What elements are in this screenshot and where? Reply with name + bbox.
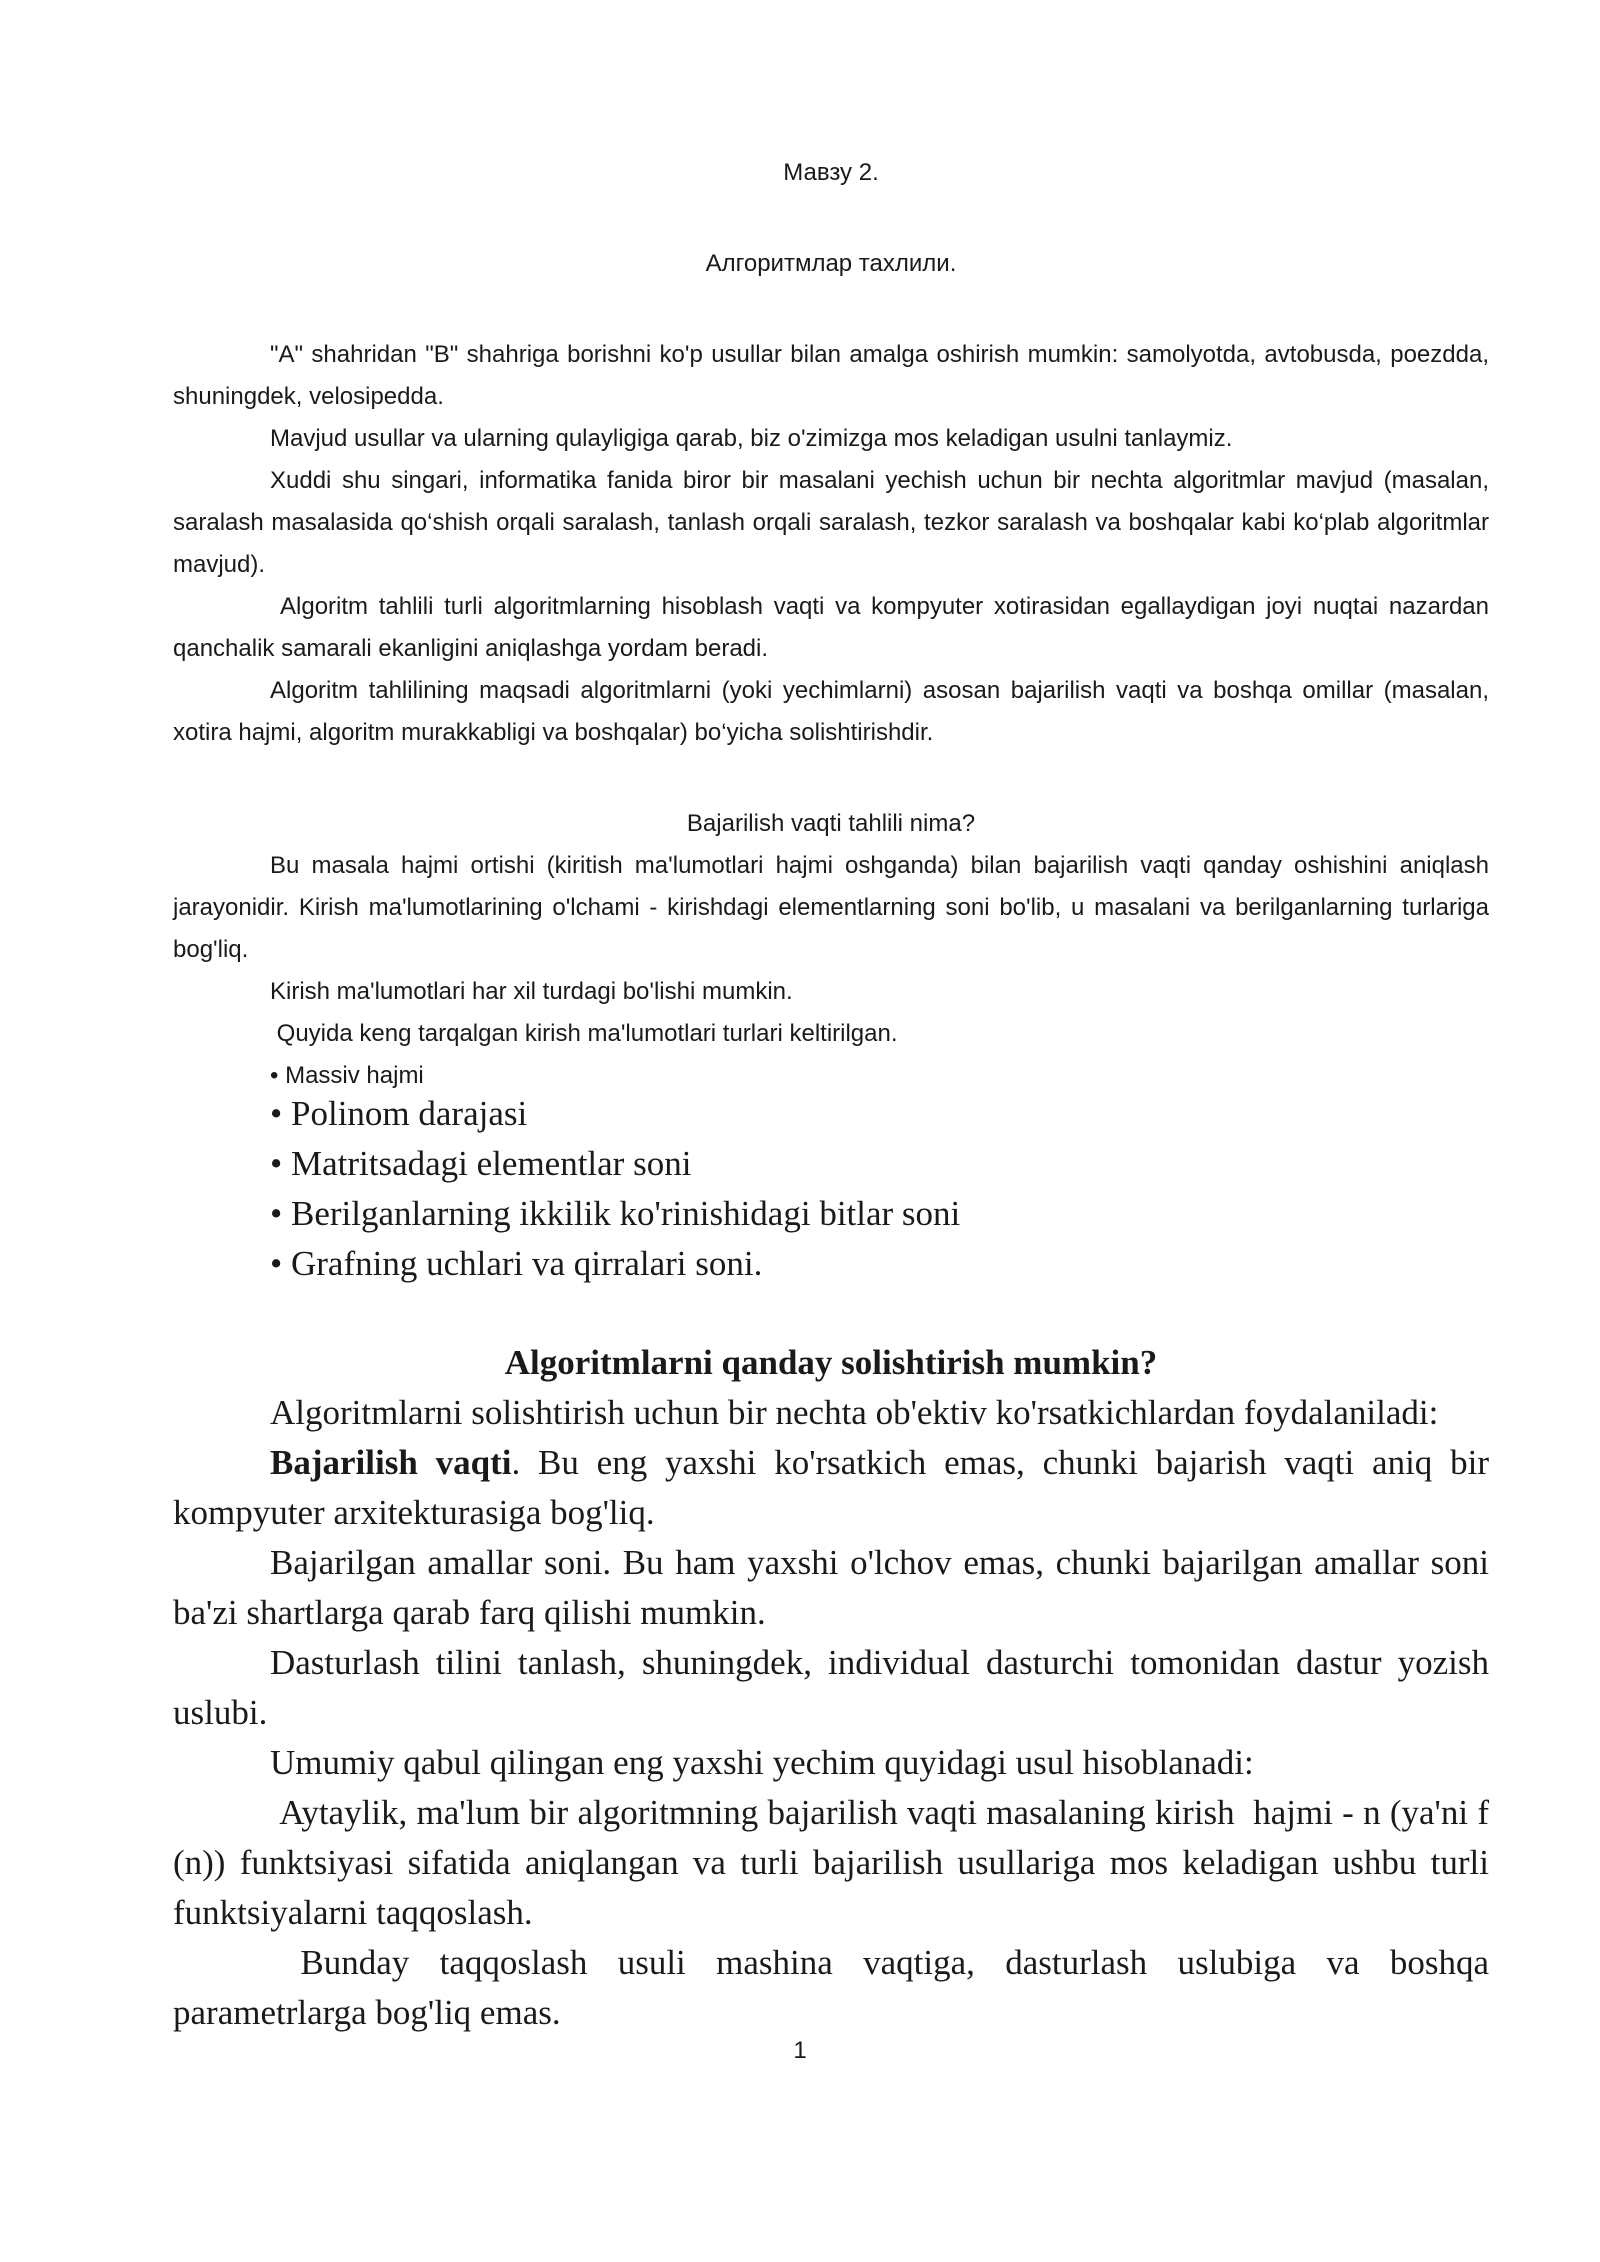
intro-paragraph: Algoritm tahlili turli algoritmlarning hisoblash vaqti va kompyuter xotirasidan egallaydigan joyi nuqtai nazardan qanchalik samarali ekanligini aniqlashga yordam beradi. [173,593,1489,662]
bullet-item: • Massiv hajmi [270,1062,424,1089]
section1-paragraph: Bu masala hajmi ortishi (kiritish ma'lumotlari hajmi oshganda) bilan bajarilish vaqti qanday oshishini aniqlash jarayonidir. Kirish ma'lumotlarining o'lchami - kirishdagi elementlarning soni bo'lib, u masalani va berilganlarning turlariga bog'liq. [173,852,1489,963]
section-heading: Algoritmlarni qanday solishtirish mumkin? [504,1343,1158,1382]
section1-line: Quyida keng tarqalgan kirish ma'lumotlari turlari keltirilgan. [270,1020,898,1047]
section-heading: Bajarilish vaqti tahlili nima? [686,810,976,837]
section2-paragraph: Aytaylik, ma'lum bir algoritmning bajarilish vaqti masalaning kirish hajmi - n (ya'ni f (n)) funktsiyasi sifatida aniqlangan va turli bajarilish usullariga mos keladigan ushbu turli funktsiyalarni taqqoslash. [173,1793,1498,1932]
intro-paragraph: Algoritm tahlilining maqsadi algoritmlarni (yoki yechimlarni) asosan bajarilish vaqti va boshqa omillar (masalan, xotira hajmi, algoritm murakkabligi va boshqalar) bo‘yicha solishtirishdir. [173,677,1489,746]
bullet-item: • Matritsadagi elementlar soni [270,1144,692,1183]
bullet-list [173,1089,1489,1289]
bullet-item: • Polinom darajasi [270,1094,528,1133]
intro-paragraph: Mavjud usullar va ularning qulayligiga qarab, biz o'zimizga mos keladigan usulni tanlaymiz. [270,425,1233,452]
intro-paragraph: Xuddi shu singari, informatika fanida biror bir masalani yechish uchun bir nechta algoritmlar mavjud (masalan, saralash masalasida qo‘shish orqali saralash, tanlash orqali saralash, tezkor saralash va boshqalar kabi ko‘plab algoritmlar mavjud). [173,467,1489,578]
section1-line: Kirish ma'lumotlari har xil turdagi bo'lishi mumkin. [270,978,793,1005]
section1-body [173,845,1489,1097]
section2-paragraph: Dasturlash tilini tanlash, shuningdek, individual dasturchi tomonidan dastur yozish uslubi. [173,1643,1489,1732]
intro-section [173,334,1489,754]
section2-paragraph: Umumiy qabul qilingan eng yaxshi yechim quyidagi usul hisoblanadi: [270,1743,1254,1782]
page-number: 1 [793,2037,807,2064]
section2-paragraph: Algoritmlarni solishtirish uchun bir nechta ob'ektiv ko'rsatkichlardan foydalaniladi: [270,1393,1439,1432]
bullet-item: • Berilganlarning ikkilik ko'rinishidagi bitlar soni [270,1194,961,1233]
section2-paragraph: Bajarilgan amallar soni. Bu ham yaxshi o'lchov emas, chunki bajarilgan amallar soni ba'zi shartlarga qarab farq qilishi mumkin. [173,1543,1489,1632]
section2-body [173,1388,1498,2038]
paragraph-text: . Bu eng yaxshi ko'rsatkich emas, chunki bajarish vaqti aniq bir kompyuter arxitekturasiga bog'liq. [173,1443,1489,1532]
page-title: Алгоритмлар тахлили. [705,250,957,277]
bold-term: Bajarilish vaqti [270,1443,512,1482]
topic-label: Мавзу 2. [783,159,879,186]
bullet-item: • Grafning uchlari va qirralari soni. [270,1244,763,1283]
section2-paragraph [173,1438,1489,1538]
intro-paragraph: "A" shahridan "B" shahriga borishni ko'p usullar bilan amalga oshirish mumkin: samolyotda, avtobusda, poezdda, shuningdek, velosipedda. [173,341,1489,410]
section2-paragraph: Bunday taqqoslash usuli mashina vaqtiga, dasturlash uslubiga va boshqa parametrlarga bog'liq emas. [173,1943,1498,2032]
